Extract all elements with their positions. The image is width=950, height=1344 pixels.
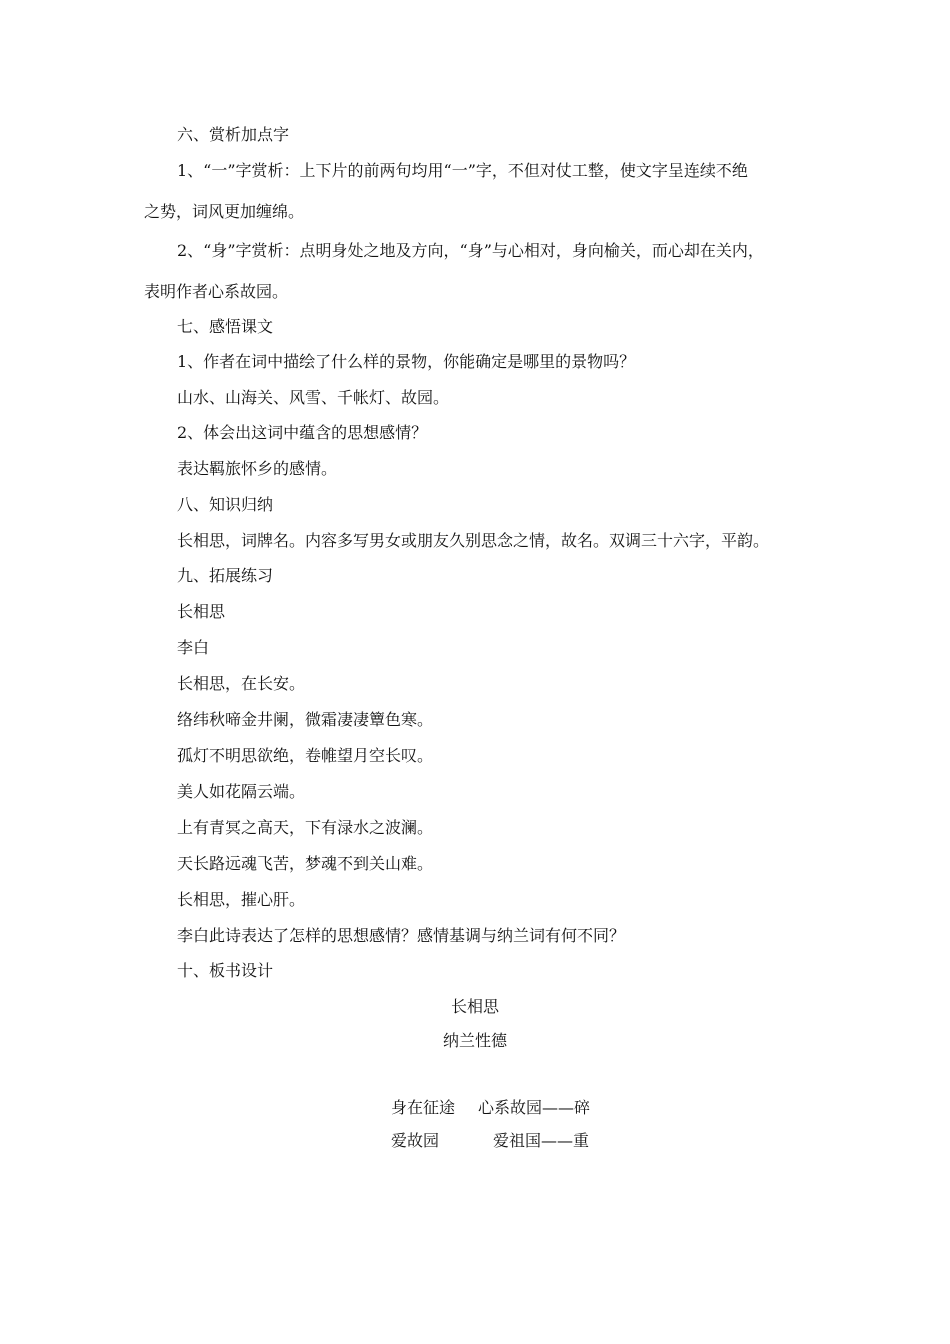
board-row2-left: 爱故园 <box>391 1131 440 1150</box>
section-heading-7: 七、感悟课文 <box>177 317 274 336</box>
poem-line-2: 络纬秋啼金井阑，微霜凄凄簟色寒。 <box>177 710 434 729</box>
poem-line-5: 上有青冥之高天，下有渌水之波澜。 <box>177 818 434 837</box>
board-row1-left: 身在征途 <box>391 1098 456 1117</box>
paragraph-2-cont: 表明作者心系故园。 <box>144 282 289 301</box>
section-heading-6: 六、赏析加点字 <box>177 125 290 144</box>
answer-1: 山水、山海关、风雪、千帐灯、故园。 <box>177 388 450 407</box>
board-row1-right: 心系故园——碎 <box>478 1098 591 1117</box>
section-heading-8: 八、知识归纳 <box>177 495 274 514</box>
poem-line-1: 长相思，在长安。 <box>177 674 306 693</box>
paragraph-1-start: 1、“一”字赏析：上下片的前两句均用“一”字，不但对仗工整，使文字呈连续不绝 <box>177 161 748 180</box>
question-1: 1、作者在词中描绘了什么样的景物，你能确定是哪里的景物吗？ <box>177 352 636 371</box>
board-author: 纳兰性德 <box>442 1031 507 1050</box>
paragraph-1-cont: 之势，词风更加缠绵。 <box>144 202 305 221</box>
poem-question: 李白此诗表达了怎样的思想感情？感情基调与纳兰词有何不同？ <box>177 926 626 945</box>
poem-author: 李白 <box>177 638 210 657</box>
poem-title: 长相思 <box>177 602 226 621</box>
board-title: 长相思 <box>450 997 499 1016</box>
answer-2: 表达羁旅怀乡的感情。 <box>177 459 338 478</box>
section-heading-10: 十、板书设计 <box>177 961 274 980</box>
poem-line-3: 孤灯不明思欲绝，卷帷望月空长叹。 <box>177 746 434 765</box>
section-heading-9: 九、拓展练习 <box>177 566 274 585</box>
knowledge-summary: 长相思，词牌名。内容多写男女或朋友久别思念之情，故名。双调三十六字，平韵。 <box>177 531 770 550</box>
poem-line-7: 长相思，摧心肝。 <box>177 890 306 909</box>
paragraph-2-start: 2、“身”字赏析：点明身处之地及方向，“身”与心相对，身向榆关，而心却在关内， <box>177 241 764 260</box>
question-2: 2、体会出这词中蕴含的思想感情？ <box>177 423 428 442</box>
poem-line-4: 美人如花隔云端。 <box>177 782 306 801</box>
board-row2-right: 爱祖国——重 <box>493 1131 590 1150</box>
poem-line-6: 天长路远魂飞苦，梦魂不到关山难。 <box>177 854 434 873</box>
